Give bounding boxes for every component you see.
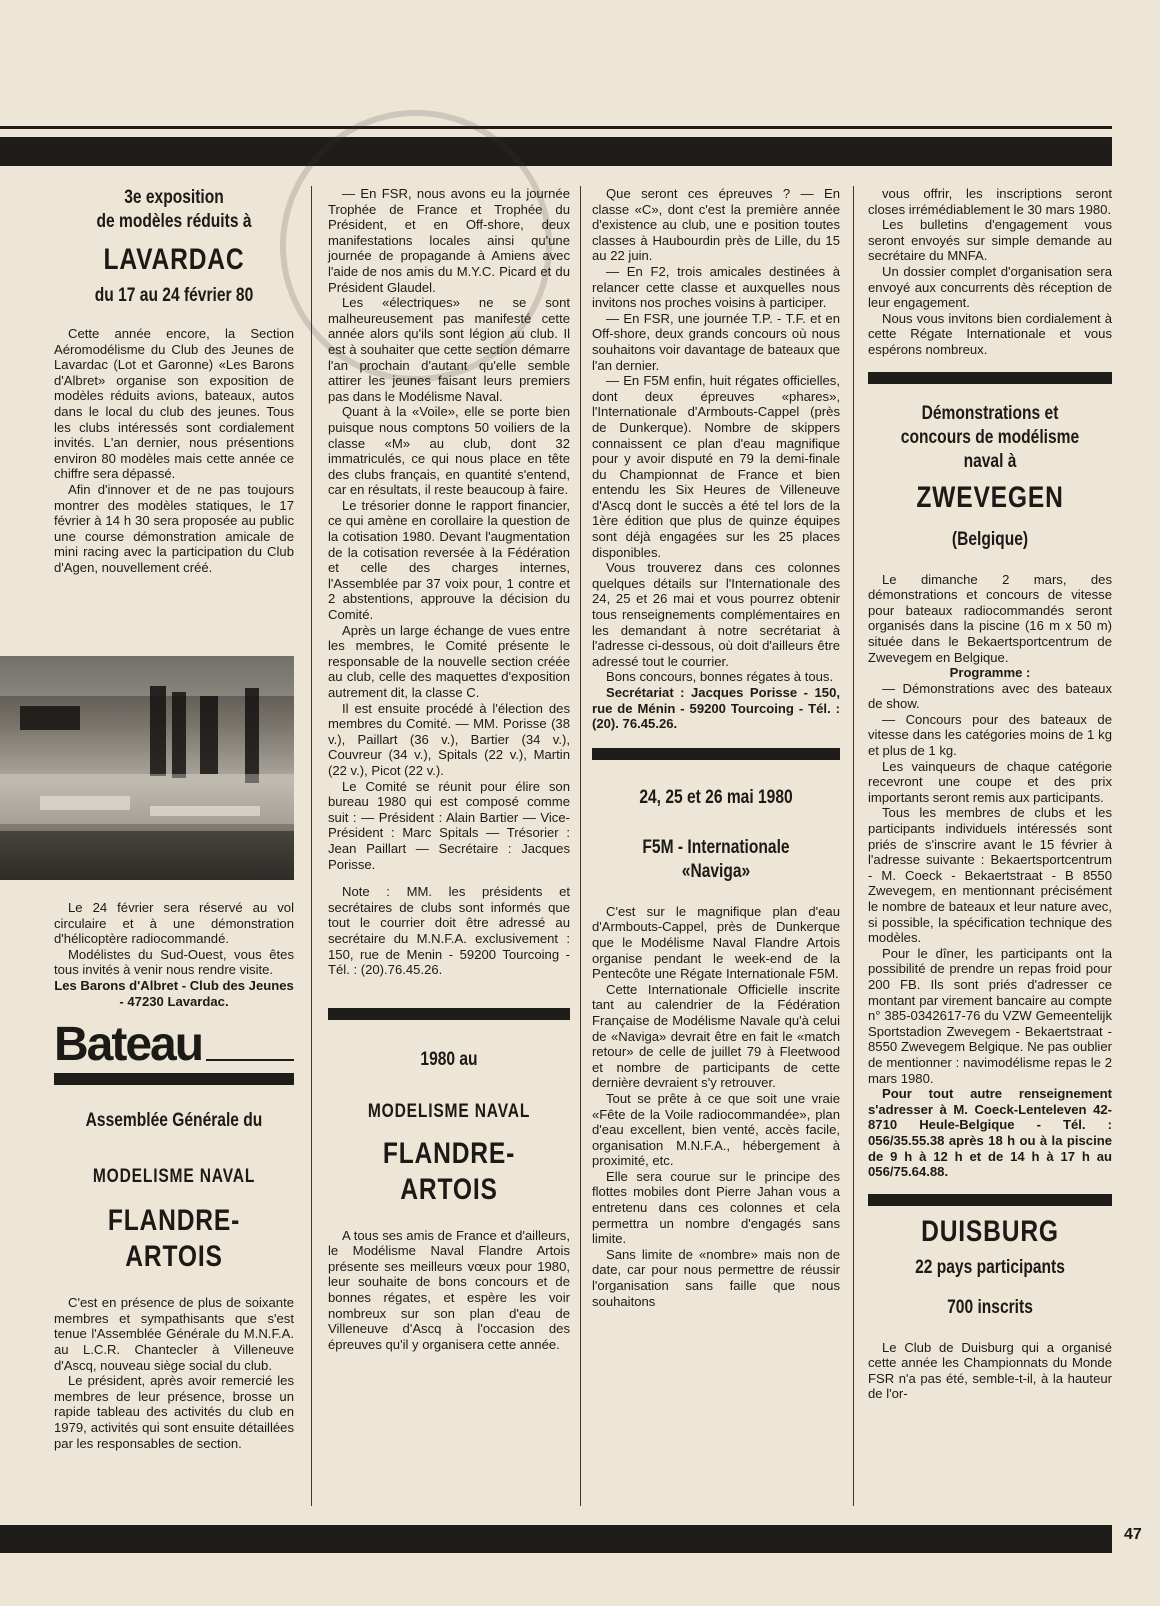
bottom-bar (0, 1525, 1112, 1553)
duisburg-heading-entrants: 700 inscrits (947, 1296, 1033, 1318)
voeux-paragraph: — En F5M enfin, huit régates officielles, dont deux épreuves «phares», l'Internationale d'Armbouts-Cappel (près de Dunkerque). Nombre de skippers connaissent ce plan d'eau magnifique pour y avoir disputé en 79 la demi-finale du Championnat de France et bien entendu les Six Heures de Villeneuve d'Ascq dont le succès a été tel lors de la 1ère édition que plus de quinze équipes sont déjà engagées sur les 25 places disponibles. (592, 373, 840, 560)
naviga-heading-dates: 24, 25 et 26 mai 1980 (639, 786, 793, 808)
duisburg-paragraph: Le Club de Duisburg qui a organisé cette année les Championnats du Monde FSR n'a pas été, semble-t-il, à la hauteur de l'or- (868, 1339, 1112, 1402)
zwevegen-heading-country: (Belgique) (951, 528, 1029, 550)
top-bar (0, 137, 1112, 166)
zwevegen-contact: Pour tout autre renseignement s'adresser à M. Coeck-Lenteleven 42-8710 Heule-Belgique - Tél. : 056/35.55.38 après 18 h ou à la piscine de 9 h à 12 h et de 14 h à 17 h au 056/75.64.88. (868, 1086, 1112, 1180)
assembly-paragraph: Le président, après avoir remercié les membres de leur présence, brosse un rapide tableau des activités du club en 1979, activités qui sont ensuite détaillées par les responsables de section. (54, 1373, 294, 1451)
secretariat-address: Secrétariat : Jacques Porisse - 150, rue de Ménin - 59200 Tourcoing - Tél. : (20). 76.45.26. (592, 685, 840, 732)
column-divider (580, 186, 581, 1506)
naviga-paragraph: Cette Internationale Officielle inscrite tant au calendrier de la Fédération Française de Modélisme Navale qu'à celui de «Naviga» devrait être en fait le «match retour» de celle de juillet 79 à Fleetwood et nombre de participants de cette dernière devraient s'y retrouver. (592, 981, 840, 1091)
lavardac-heading-line2: de modèles réduits à (96, 211, 252, 232)
section-bar (868, 1194, 1112, 1206)
voeux-paragraph: — En FSR, une journée T.P. - T.F. et en Off-shore, deux grands concours où nous souhaitons voir davantage de bateaux que l'an dernier. (592, 310, 840, 373)
top-rule (0, 126, 1112, 129)
zwevegen-paragraph: Le dimanche 2 mars, des démonstrations et concours de vitesse pour bateaux radiocommandés seront organisés dans la piscine (16 m x 50 m) située dans le Bekaertsportcentrum de Zwevegem en Belgique. (868, 571, 1112, 665)
zwevegen-heading-title: ZWEVEGEN (916, 480, 1064, 514)
lavardac-paragraph: Le 24 février sera réservé au vol circulaire et à une démonstration d'hélicoptère radiocommandé. (54, 900, 294, 947)
assembly-note: Note : MM. les présidents et secrétaires de clubs sont informés que tout le courrier doit être adressé au secrétaire du M.N.F.A. exclusivement : 150, rue de Menin - 59200 Tourcoing - Tél. : (20).76.45.26. (328, 884, 570, 978)
assembly-paragraph: Il est ensuite procédé à l'élection des membres du Comité. — MM. Porisse (38 v.), Paillart (36 v.), Bartier (34 v.), Couvreur (34 v.), Spitals (22 v.), Martin (22 v.), Picot (22 v.). (328, 700, 570, 778)
assembly-paragraph: — En FSR, nous avons eu la journée Trophée de France et Trophée du Président, et en Off-shore, deux manifestations locales ainsi qu'une journée de propagande à Amiens avec l'aide de nos amis du M.Y.C. Picard et du Président Glaudel. (328, 186, 570, 295)
naviga-paragraph: vous offrir, les inscriptions seront closes irrémédiablement le 30 mars 1980. (868, 186, 1112, 217)
zwevegen-paragraph: — Concours pour des bateaux de vitesse dans les catégories moins de 1 kg et plus de 1 kg. (868, 711, 1112, 759)
assembly-paragraph: Le Comité se réunit pour élire son bureau 1980 qui est composé comme suit : — Président : Alain Bartier — Vice-Président : Marc Spitals — Trésorier : Jean Paillart — Secrétaire : Jacques Porisse. (328, 778, 570, 872)
bateau-logo: Bateau (54, 1018, 203, 1072)
assembly-paragraph: Après un large échange de vues entre les membres, le Comité présente le responsable de la nouvelle section créée au club, celle des maquettes d'exposition autrement dit, la classe C. (328, 622, 570, 700)
column-2 (328, 186, 570, 1352)
zwevegen-paragraph: — Démonstrations avec des bateaux de show. (868, 680, 1112, 712)
naviga-paragraph: C'est sur le magnifique plan d'eau d'Armbouts-Cappel, près de Dunkerque que le Modélisme Naval Flandre Artois organise pendant le week-end de la Pentecôte une Régate Internationale F5M. (592, 903, 840, 982)
assembly-paragraph: Les «électriques» ne se sont malheureusement pas manifesté cette année alors qu'ils sont légion au club. Il est à souhaiter que cette section démarre l'an prochain d'autant qu'elle semble attirer les jeunes faisant leurs premiers pas dans le Modélisme Naval. (328, 295, 570, 404)
lavardac-paragraph: Cette année encore, la Section Aéromodélisme du Club des Jeunes de Lavardac (Lot et Garonne) «Les Barons d'Albret» organise son exposition de modèles réduits avions, bateaux, autos dans le local du club des jeunes. Tous les clubs intéressés sont cordialement invités. L'an dernier, nous présentions environ 80 modèles mais cette année ce chiffre sera dépassé. (54, 326, 294, 482)
naviga-paragraph: Un dossier complet d'organisation sera envoyé aux concurrents dès réception de leur engagement. (868, 263, 1112, 311)
assembly-paragraph: Quant à la «Voile», elle se porte bien puisque nous comptons 50 voiliers de la classe «M» au club, dont 32 immatriculés, ce qui nous place en tête des clubs français, en quantité s'entend, car en résultats, il reste beaucoup à faire. (328, 404, 570, 498)
lavardac-paragraph: Afin d'innover et de ne pas toujours montrer des modèles statiques, le 17 février à 14 h 30 sera proposée au public une course démonstration amicale de mini racing avec la participation du Club d'Agen, nouvellement créé. (54, 481, 294, 575)
bateau-logo-block (54, 1018, 294, 1072)
voeux-paragraph: Bons concours, bonnes régates à tous. (606, 669, 834, 685)
exhibition-photo (0, 656, 294, 880)
logo-rule (206, 1059, 294, 1061)
column-1-lower (54, 900, 294, 1451)
voeux-paragraph: Que seront ces épreuves ? — En classe «C», dont c'est la première année d'existence au club, une e position toutes classes à Haubourdin près de Lille, du 15 au 22 juin. (592, 186, 840, 264)
lavardac-heading-line1: 3e exposition (124, 187, 224, 208)
naviga-paragraph: Les bulletins d'engagement vous seront envoyés sur simple demande au secrétaire du MNFA. (868, 217, 1112, 264)
voeux-heading-line2: MODELISME NAVAL (367, 1100, 531, 1122)
assembly-heading-line2: MODELISME NAVAL (92, 1166, 256, 1188)
assembly-heading-title: FLANDRE-ARTOIS (107, 1204, 241, 1274)
assembly-paragraph: Le trésorier donne le rapport financier, ce qui amène en corollaire la question de la cotisation 1980. Devant l'augmentation de la cotisation reversée à la Fédération et celle des charges internes, l'Assemblée par 37 voix pour, 1 contre et 2 abstentions, approuve la décision du Comité. (328, 497, 570, 623)
duisburg-heading-countries: 22 pays participants (915, 1256, 1065, 1278)
voeux-paragraph: A tous ses amis de France et d'ailleurs, le Modélisme Naval Flandre Artois présente ses meilleurs vœux pour 1980, leur souhaite de bons concours et de bonnes régates, et espère les voir nombreux sur son plan d'eau de Villeneuve d'Ascq à l'occasion des épreuves qu'il y organisera cette année. (328, 1227, 570, 1352)
column-1 (54, 186, 294, 576)
zwevegen-paragraph: Les vainqueurs de chaque catégorie recevront une coupe et des prix importants seront remis aux participants. (868, 758, 1112, 805)
assembly-heading-line1: Assemblée Générale du (85, 1110, 263, 1132)
logo-bar (54, 1073, 294, 1085)
column-3 (592, 186, 840, 1309)
duisburg-heading-title: DUISBURG (921, 1214, 1059, 1248)
section-bar (868, 372, 1112, 384)
naviga-paragraph: Nous vous invitons bien cordialement à cette Régate Internationale et vous espérons nombreux. (868, 310, 1112, 357)
lavardac-signature: Les Barons d'Albret - Club des Jeunes - 47230 Lavardac. (54, 977, 294, 1009)
naviga-paragraph: Elle sera courue sur le principe des flottes mobiles dont Pierre Jahan vous a entretenu dans ces colonnes et cela permettra un nombre d'engagés sans limite. (592, 1168, 840, 1247)
zwevegen-programme-label: Programme : (949, 665, 1031, 681)
voeux-paragraph: — En F2, trois amicales destinées à relancer cette classe et auxquelles nous invitons nos proches voisins à participer. (592, 263, 840, 311)
voeux-paragraph: Vous trouverez dans ces colonnes quelques détails sur l'Internationale des 24, 25 et 26 mai et vous pourrez obtenir tous renseignements complémentaires en les demandant à notre secrétariat à l'adresse ci-dessous, où doit d'ailleurs être adressé tout le courrier. (592, 560, 840, 669)
section-bar (328, 1008, 570, 1020)
lavardac-paragraph: Modélistes du Sud-Ouest, vous êtes tous invités à venir nous rendre visite. (54, 946, 294, 978)
page-number: 47 (1124, 1526, 1142, 1543)
naviga-heading-title: F5M - Internationale «Naviga» (642, 836, 790, 882)
lavardac-heading-dates: du 17 au 24 février 80 (94, 285, 254, 306)
naviga-paragraph: Sans limite de «nombre» mais non de date, car pour nous permettre de réussir l'organisation sans faille que nous souhaitons (592, 1246, 840, 1309)
zwevegen-heading-line1: Démonstrations et concours de modélisme naval à (900, 402, 1080, 472)
column-4 (868, 186, 1112, 1402)
column-divider (853, 186, 854, 1506)
lavardac-heading-title: LAVARDAC (103, 243, 245, 276)
voeux-heading-line1: 1980 au (420, 1048, 478, 1070)
zwevegen-paragraph: Tous les membres de clubs et les participants individuels intéressés sont priés de s'inscrire avant le 15 février à l'adresse suivante : Bekaertsportcentrum - M. Coeck - Bekaertstraat - B 8550 Zwevegem, en mentionnant précisément le nombre de bateaux et leur nature avec, si possible, la spécification technique des modèles. (868, 805, 1112, 946)
column-divider (311, 186, 312, 1506)
assembly-paragraph: C'est en présence de plus de soixante membres et sympathisants que s'est tenue l'Assemblée Générale du M.N.F.A. au L.C.R. Chantecler à Villeneuve d'Ascq, nouveau siège social du club. (54, 1295, 294, 1373)
naviga-paragraph: Tout se prête à ce que soit une vraie «Fête de la Voile radiocommandée», plan d'eau excellent, bien venté, accès facile, organisation M.N.F.A., hébergement à proximité, etc. (592, 1090, 840, 1169)
section-bar (592, 748, 840, 760)
voeux-heading-title: FLANDRE-ARTOIS (382, 1136, 516, 1206)
zwevegen-paragraph: Pour le dîner, les participants ont la possibilité de prendre un repas froid pour 200 FB. Ils sont priés d'adresser ce montant par virement bancaire au compte n° 385-0342617-76 du VZW Gemeentelijk Sportstadion Zwevegem - Bekaertstraat - 8550 Zwevegem Belgique. Ne pas oublier de mentionner : navimodélisme repas le 2 mars 1980. (868, 945, 1112, 1086)
